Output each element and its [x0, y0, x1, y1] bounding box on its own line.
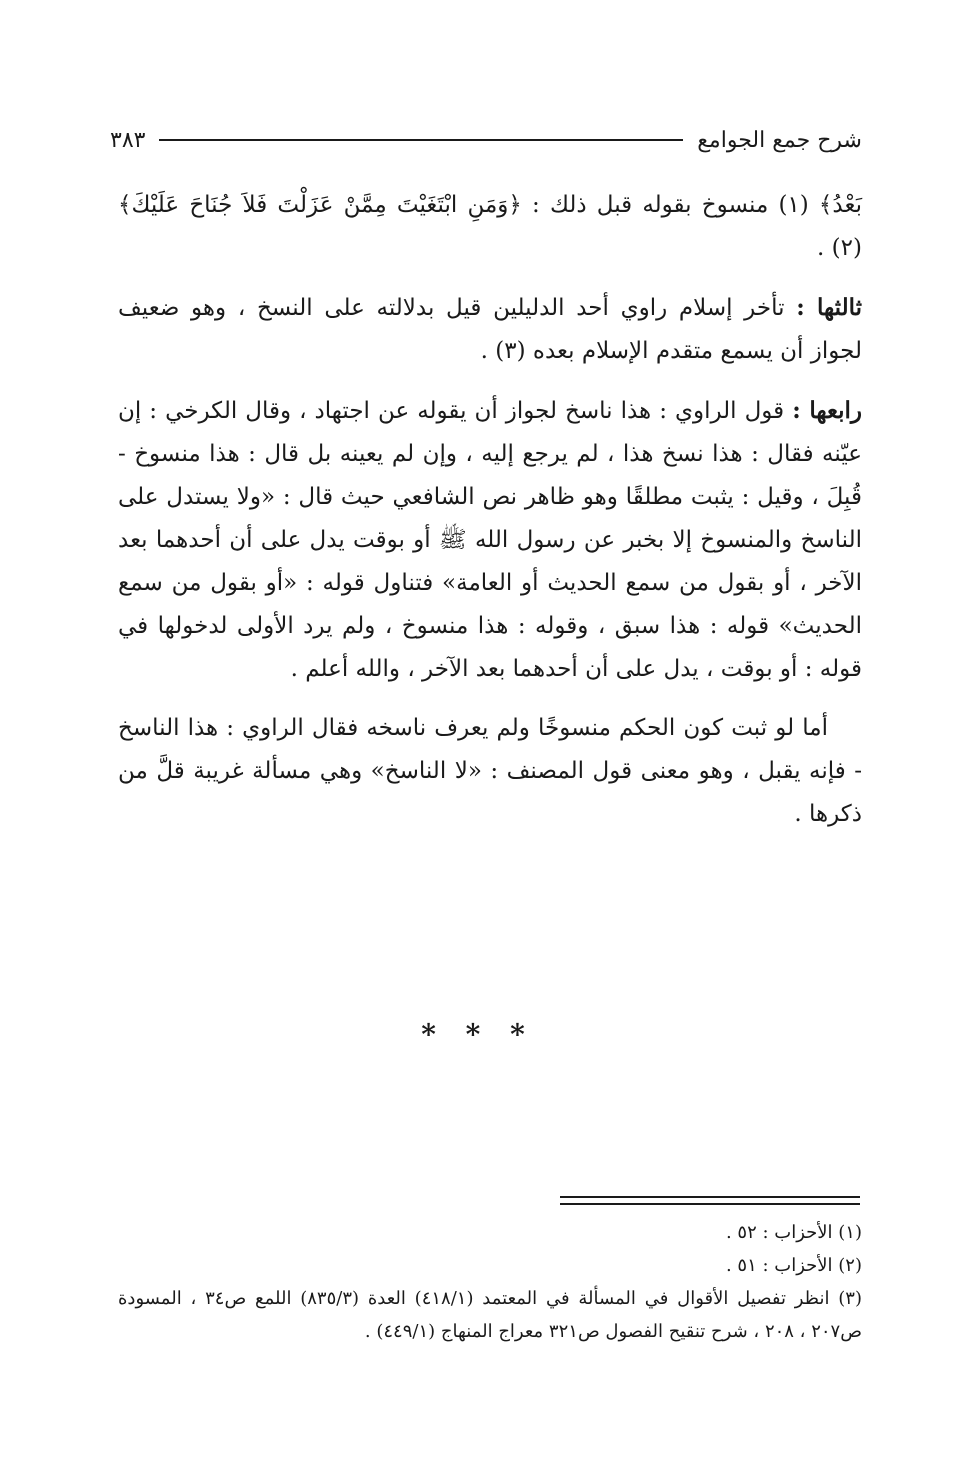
paragraph-lead: رابعها : — [792, 397, 862, 424]
paragraph-text: تأخر إسلام راوي أحد الدليلين قيل بدلالته على النسخ ، وهو ضعيف لجواز أن يسمع متقدم الإسلام بعده (٣) . — [118, 295, 862, 364]
paragraph-text: بَعْدُ﴾ (١) منسوخ بقوله قبل ذلك : ﴿وَمَنِ ابْتَغَيْتَ مِمَّنْ عَزَلْتَ فَلاَ جُنَاحَ عَلَيْكَ﴾ (٢) . — [118, 192, 862, 261]
page-number: ٣٨٣ — [110, 127, 146, 153]
header-title: شرح جمع الجوامع — [697, 127, 862, 153]
main-text — [118, 184, 862, 852]
section-separator: * * * — [421, 1018, 535, 1051]
paragraph-text: قول الراوي : هذا ناسخ لجواز أن يقوله عن اجتهاد ، وقال الكرخي : إن عيّنه فقال : هذا نسخ هذا ، لم يرجع إليه ، وإن لم يعينه بل قال : هذا منسوخ - قُبِلَ ، وقيل : يثبت مطلقًا وهو ظاهر نص الشافعي حيث قال : «ولا يستدل على الناسخ والمنسوخ إلا بخبر عن رسول الله ﷺ أو بوقت يدل على أن أحدهما بعد الآخر ، أو بقول من سمع الحديث أو العامة» فتناول قوله : «أو بقول من سمع الحديث» قوله : هذا سبق ، وقوله : هذا منسوخ ، ولم يرد الأولى لدخولها في قوله : أو بوقت ، يدل على أن أحدهما بعد الآخر ، والله أعلم . — [118, 398, 862, 682]
footnote-3: (٣) انظر تفصيل الأقوال في المسألة في المعتمد (٤١٨/١) العدة (٨٣٥/٣) اللمع ص٣٤ ، المسودة ص٢٠٧ ، ٢٠٨ ، شرح تنقيح الفصول ص٣٢١ معراج المنهاج (٤٤٩/١) . — [118, 1288, 862, 1342]
paragraph-third — [118, 286, 862, 373]
header-rule — [159, 139, 683, 141]
footnote-1: (١) الأحزاب : ٥٢ . — [725, 1222, 862, 1243]
paragraph-lead: ثالثها : — [796, 294, 863, 321]
paragraph-fourth — [118, 389, 862, 691]
running-header — [110, 118, 862, 162]
paragraph-continuation — [118, 184, 862, 270]
footnote-rule — [560, 1196, 860, 1205]
footnotes — [118, 1216, 862, 1348]
paragraph-closing — [118, 707, 862, 836]
footnote-2: (٢) الأحزاب : ٥١ . — [725, 1255, 862, 1276]
paragraph-text: أما لو ثبت كون الحكم منسوخًا ولم يعرف ناسخه فقال الراوي : هذا الناسخ - فإنه يقبل ، وهو معنى قول المصنف : «لا الناسخ» وهي مسألة غريبة قلَّ من ذكرها . — [118, 715, 862, 827]
